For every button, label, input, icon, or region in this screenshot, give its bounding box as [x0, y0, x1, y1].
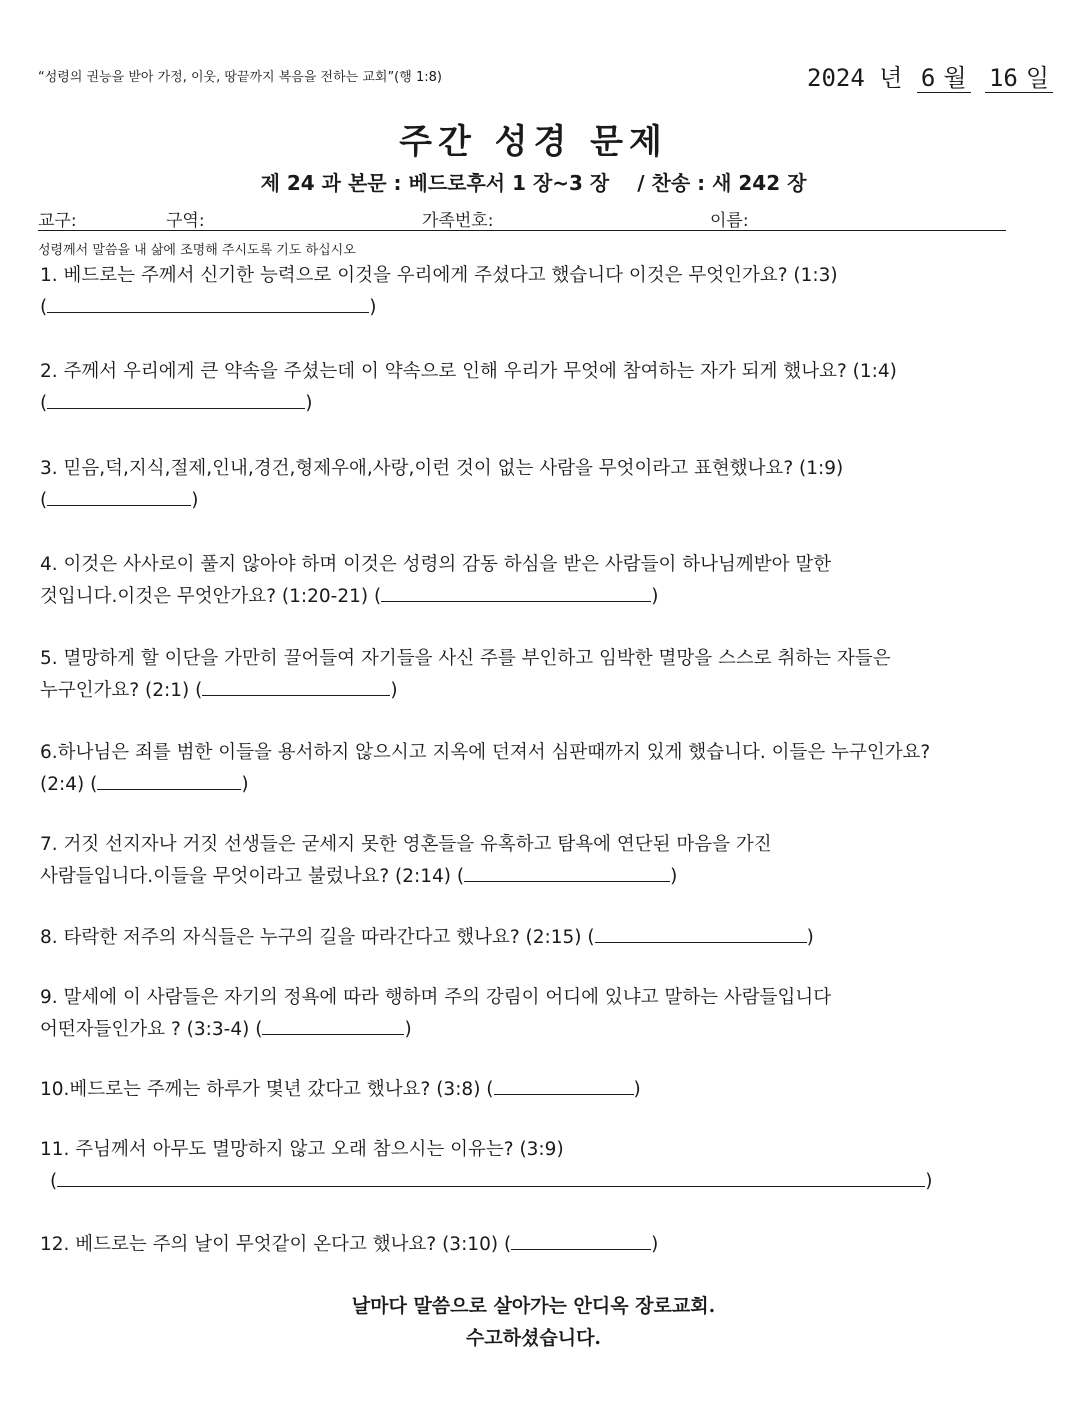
- answer-blank[interactable]: [494, 1074, 634, 1095]
- question-4: [40, 549, 831, 613]
- info-row: [38, 204, 1006, 231]
- question-5: [40, 643, 891, 707]
- family-number-label: 가족번호:: [422, 211, 494, 231]
- name-label: 이름:: [710, 211, 749, 231]
- close-paren: ): [305, 393, 313, 414]
- date: [807, 58, 1053, 93]
- answer-blank[interactable]: [97, 769, 241, 790]
- question-text: 7. 거짓 선지자나 거짓 선생들은 굳세지 못한 영혼들을 유혹하고 탐욕에 연단된 마음을 가진: [40, 834, 772, 855]
- question-2: [40, 356, 897, 420]
- question-8: [40, 922, 814, 954]
- question-text: 5. 멸망하게 할 이단을 가만히 끌어들여 자기들을 사신 주를 부인하고 임박한 멸망을 스스로 취하는 자들은: [40, 648, 891, 669]
- answer-blank[interactable]: [47, 292, 369, 313]
- question-text: 3. 믿음,덕,지식,절제,인내,경건,형제우애,사랑,이런 것이 없는 사람을 무엇이라고 표현했나요? (1:9): [40, 458, 844, 479]
- question-7: [40, 829, 772, 893]
- question-text-cont: 어떤자들인가요 ? (3:3-4) (: [40, 1019, 263, 1040]
- close-paren: ): [925, 1171, 933, 1192]
- close-paren: ): [806, 927, 814, 948]
- question-3: [40, 453, 843, 517]
- date-year: 2024: [807, 64, 865, 92]
- question-text: 8. 타락한 저주의 자식들은 누구의 길을 따라간다고 했나요? (2:15) (: [40, 927, 595, 948]
- close-paren: ): [670, 866, 678, 887]
- question-text: 11. 주님께서 아무도 멸망하지 않고 오래 참으시는 이유는? (3:9): [40, 1139, 564, 1160]
- question-text: 10.베드로는 주께는 하루가 몇년 갔다고 했나요? (3:8) (: [40, 1079, 494, 1100]
- close-paren: ): [651, 1234, 659, 1255]
- close-paren: ): [369, 297, 377, 318]
- close-paren: ): [633, 1079, 641, 1100]
- close-paren: ): [241, 774, 249, 795]
- question-text: 6.하나님은 죄를 범한 이들을 용서하지 않으시고 지옥에 던져서 심판때까지 있게 했습니다. 이들은 누구인가요?: [40, 742, 931, 763]
- answer-blank[interactable]: [464, 861, 670, 882]
- question-text-cont: 누구인가요? (2:1) (: [40, 680, 203, 701]
- answer-blank[interactable]: [511, 1229, 651, 1250]
- date-month-unit: 월: [939, 64, 970, 93]
- question-text: 1. 베드로는 주께서 신기한 능력으로 이것을 우리에게 주셨다고 했습니다 이것은 무엇인가요? (1:3): [40, 265, 838, 286]
- answer-blank[interactable]: [47, 485, 191, 506]
- question-10: [40, 1074, 641, 1106]
- question-text: 12. 베드로는 주의 날이 무엇같이 온다고 했나요? (3:10) (: [40, 1234, 512, 1255]
- district-label: 구역:: [166, 211, 205, 231]
- answer-blank[interactable]: [595, 922, 807, 943]
- hymn-text: / 찬송 : 새 242 장: [637, 171, 807, 195]
- page-title: 주간 성경 문제: [399, 122, 668, 162]
- question-text-cont: 것입니다.이것은 무엇안가요? (1:20-21) (: [40, 586, 382, 607]
- church-motto: “성령의 권능을 받아 가정, 이웃, 땅끝까지 복음을 전하는 교회”(행 1:8): [38, 70, 442, 85]
- open-paren: (: [40, 297, 48, 318]
- question-text: 4. 이것은 사사로이 풀지 않아야 하며 이것은 성령의 감동 하심을 받은 사람들이 하나님께받아 말한: [40, 554, 832, 575]
- answer-blank[interactable]: [202, 675, 390, 696]
- question-12: [40, 1229, 658, 1261]
- footer-thanks-line: 수고하셨습니다.: [465, 1327, 602, 1349]
- answer-blank[interactable]: [47, 388, 305, 409]
- open-paren: (: [40, 393, 48, 414]
- question-1: [40, 260, 838, 324]
- question-text-cont: 사람들입니다.이들을 무엇이라고 불렀나요? (2:14) (: [40, 866, 465, 887]
- date-day: 16: [985, 64, 1022, 93]
- close-paren: ): [404, 1019, 412, 1040]
- close-paren: ): [651, 586, 659, 607]
- open-paren: (: [50, 1171, 58, 1192]
- question-text-cont: (2:4) (: [40, 774, 98, 795]
- question-text: 2. 주께서 우리에게 큰 약속을 주셨는데 이 약속으로 인해 우리가 무엇에 참여하는 자가 되게 했나요? (1:4): [40, 361, 897, 382]
- answer-blank[interactable]: [262, 1014, 404, 1035]
- prayer-instruction: 성령께서 말씀을 내 삶에 조명해 주시도록 기도 하십시오: [38, 243, 356, 258]
- open-paren: (: [40, 490, 48, 511]
- lesson-subtitle: [0, 167, 1067, 196]
- footer-church-line: 날마다 말씀으로 살아가는 안디옥 장로교회.: [351, 1295, 716, 1317]
- question-6: [40, 737, 930, 801]
- question-text: 9. 말세에 이 사람들은 자기의 정욕에 따라 행하며 주의 강림이 어디에 있냐고 말하는 사람들입니다: [40, 987, 832, 1008]
- question-9: [40, 982, 831, 1046]
- parish-label: 교구:: [38, 211, 77, 231]
- date-month: 6: [917, 64, 939, 93]
- date-year-unit: 년: [879, 64, 903, 92]
- footer: [0, 1290, 1067, 1354]
- close-paren: ): [191, 490, 199, 511]
- date-day-unit: 일: [1022, 64, 1053, 93]
- close-paren: ): [390, 680, 398, 701]
- answer-blank[interactable]: [57, 1166, 925, 1187]
- answer-blank[interactable]: [381, 581, 651, 602]
- lesson-text: 제 24 과 본문 : 베드로후서 1 장~3 장: [260, 171, 610, 195]
- question-11: [40, 1134, 932, 1198]
